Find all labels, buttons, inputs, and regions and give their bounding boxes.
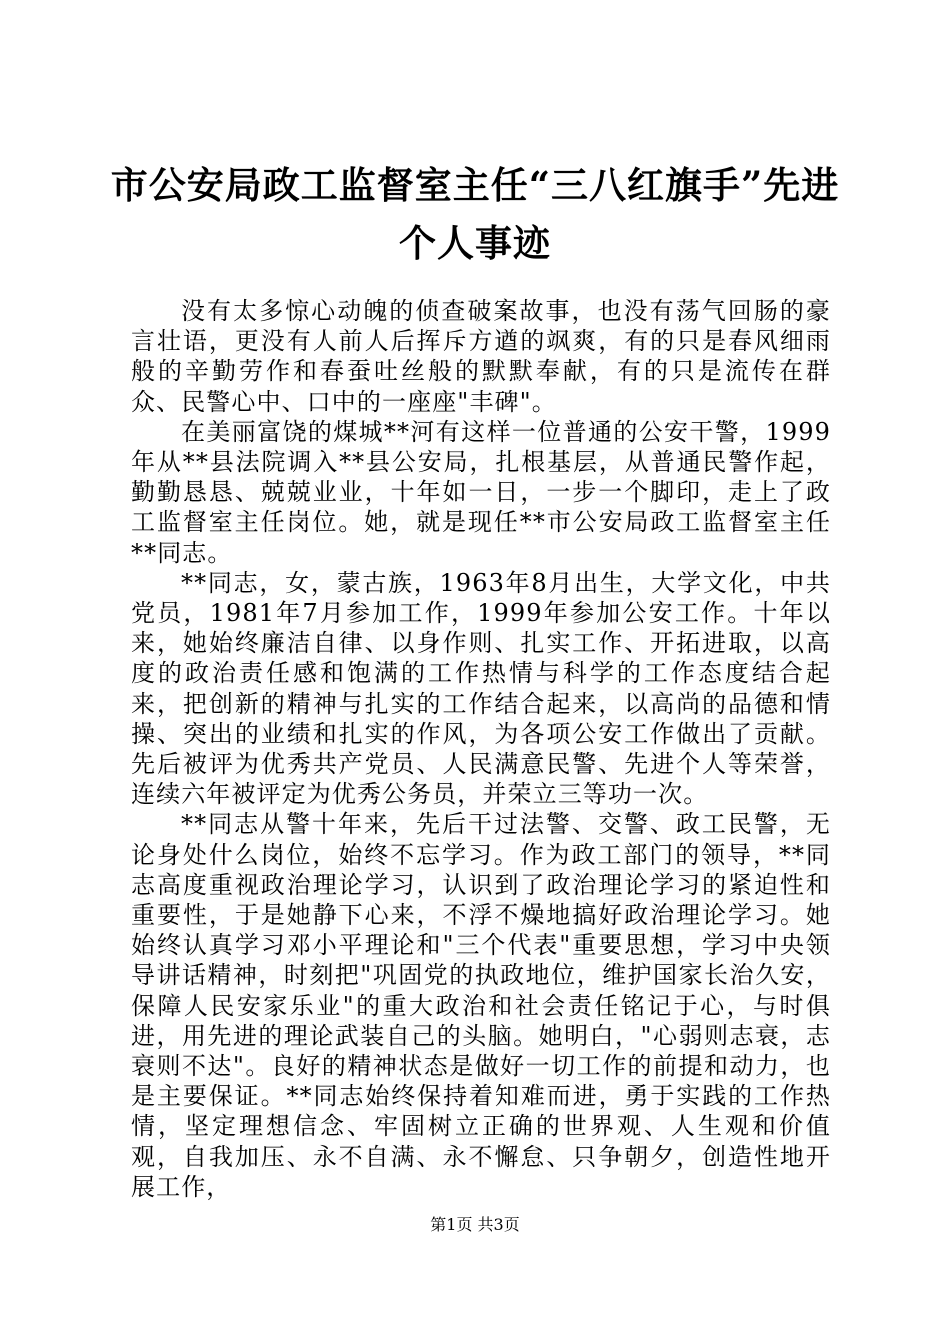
- document-body: [131, 296, 831, 1202]
- paragraph-1: 没有太多惊心动魄的侦查破案故事，也没有荡气回肠的豪言壮语，更没有人前人后挥斥方遒的飒爽，有的只是春风细雨般的辛勤劳作和春蚕吐丝般的默默奉献，有的只是流传在群众、民警心中、口中的一座座"丰碑"。: [131, 297, 831, 416]
- paragraph-3: **同志，女，蒙古族，1963年8月出生，大学文化，中共党员，1981年7月参加工作，1999年参加公安工作。十年以来，她始终廉洁自律、以身作则、扎实工作、开拓进取，以高度的政治责任感和饱满的工作热情与科学的工作态度结合起来，把创新的精神与扎实的工作结合起来，以高尚的品德和情操、突出的业绩和扎实的作风，为各项公安工作做出了贡献。先后被评为优秀共产党员、人民满意民警、先进个人等荣誉，连续六年被评定为优秀公务员，并荣立三等功一次。: [131, 568, 831, 809]
- paragraph-2: 在美丽富饶的煤城**河有这样一位普通的公安干警，1999年从**县法院调入**县公安局，扎根基层，从普通民警作起，勤勤恳恳、兢兢业业，十年如一日，一步一个脚印，走上了政工监督室主任岗位。她，就是现任**市公安局政工监督室主任**同志。: [131, 417, 831, 567]
- paragraph-4: **同志从警十年来，先后干过法警、交警、政工民警，无论身处什么岗位，始终不忘学习。作为政工部门的领导，**同志高度重视政治理论学习，认识到了政治理论学习的紧迫性和重要性，于是她静下心来，不浮不燥地搞好政治理论学习。她始终认真学习邓小平理论和"三个代表"重要思想，学习中央领导讲话精神，时刻把"巩固党的执政地位，维护国家长治久安，保障人民安家乐业"的重大政治和社会责任铭记于心，与时俱进，用先进的理论武装自己的头脑。她明白，"心弱则志衰，志衰则不达"。良好的精神状态是做好一切工作的前提和动力，也是主要保证。**同志始终保持着知难而进，勇于实践的工作热情，坚定理想信念、牢固树立正确的世界观、人生观和价值观，自我加压、永不自满、永不懈怠、只争朝夕，创造性地开展工作，: [131, 810, 831, 1201]
- document-title-line-2: 个人事迹: [399, 221, 551, 265]
- page-footer: 第1页 共3页: [430, 1215, 520, 1234]
- document-title-line-1: 市公安局政工监督室主任“三八红旗手”先进: [110, 163, 840, 207]
